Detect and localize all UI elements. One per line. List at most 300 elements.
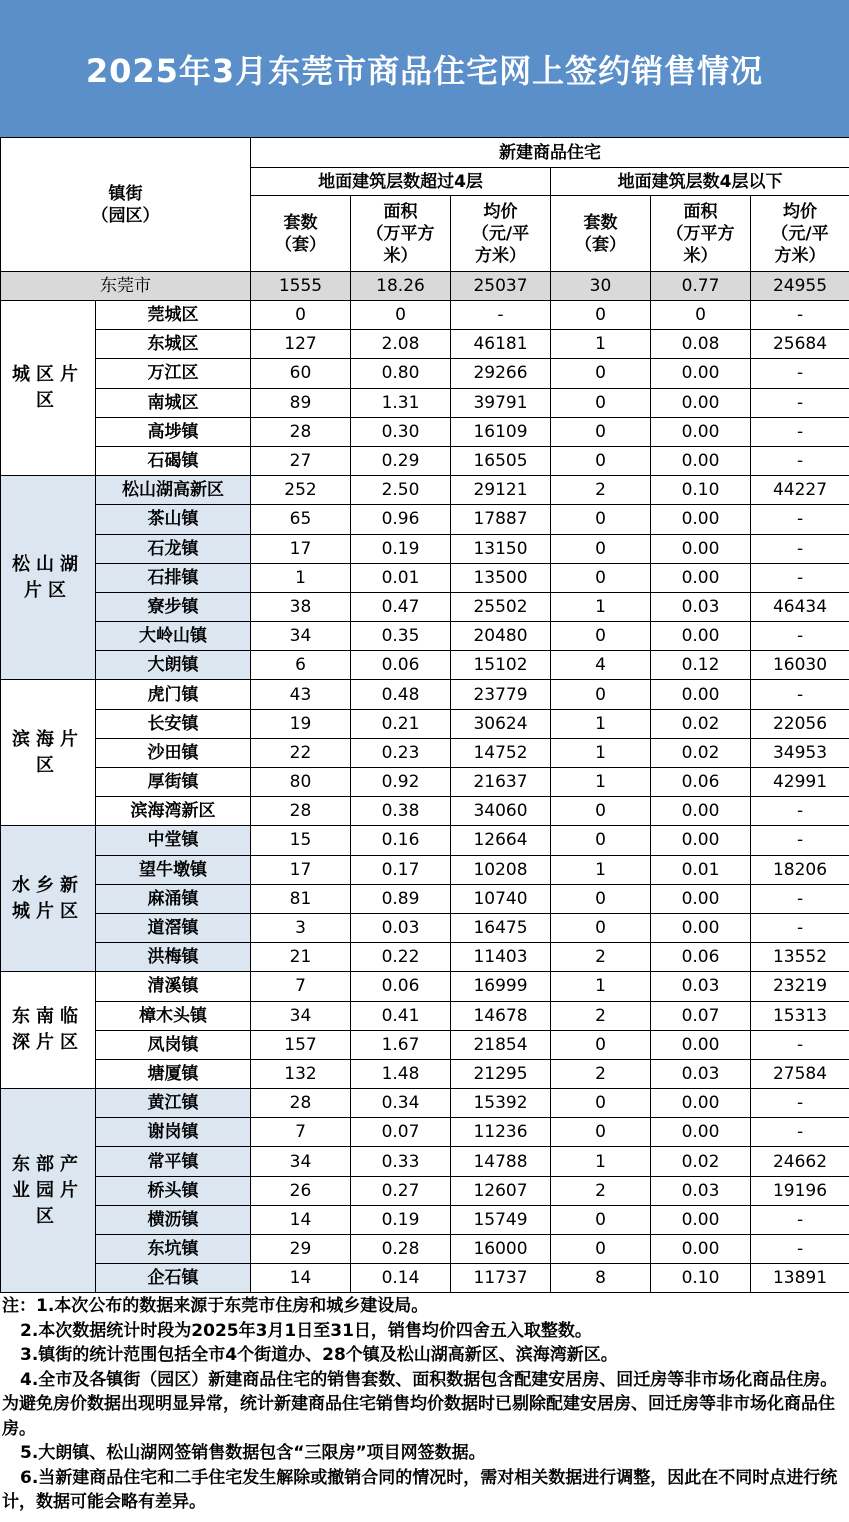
town-name: 松山湖高新区 <box>96 476 251 505</box>
value-cell: 0.00 <box>651 1118 751 1147</box>
value-cell: 0 <box>551 797 651 826</box>
value-cell: - <box>751 446 849 475</box>
value-cell: 18206 <box>751 855 849 884</box>
value-cell: 24662 <box>751 1147 849 1176</box>
town-name: 樟木头镇 <box>96 1001 251 1030</box>
value-cell: 252 <box>251 476 351 505</box>
zone-label: 松山湖片区 <box>1 476 96 680</box>
value-cell: 17 <box>251 534 351 563</box>
town-name: 东城区 <box>96 330 251 359</box>
value-cell: 0.06 <box>651 768 751 797</box>
value-cell: 21295 <box>451 1059 551 1088</box>
value-cell: 81 <box>251 884 351 913</box>
table-row <box>1 680 849 709</box>
value-cell: 0.06 <box>651 943 751 972</box>
value-cell: 2.50 <box>351 476 451 505</box>
value-cell: 11403 <box>451 943 551 972</box>
value-cell: 0.03 <box>651 972 751 1001</box>
table-row <box>1 388 849 417</box>
value-cell: 0.48 <box>351 680 451 709</box>
value-cell: 0.00 <box>651 417 751 446</box>
value-cell: 0 <box>551 563 651 592</box>
value-cell: 25684 <box>751 330 849 359</box>
note-line <box>2 1368 845 1442</box>
value-cell: 0.16 <box>351 826 451 855</box>
value-cell: - <box>751 913 849 942</box>
district-header-label: 镇街 （园区） <box>91 183 160 226</box>
town-name: 横沥镇 <box>96 1205 251 1234</box>
value-cell: 1.48 <box>351 1059 451 1088</box>
value-cell: 12607 <box>451 1176 551 1205</box>
town-name: 道滘镇 <box>96 913 251 942</box>
value-cell: 22 <box>251 738 351 767</box>
value-cell: 0 <box>551 622 651 651</box>
low-price-label: 均价 （元/平 方米） <box>771 201 829 266</box>
town-name: 东坑镇 <box>96 1235 251 1264</box>
value-cell: 13552 <box>751 943 849 972</box>
value-cell: 11737 <box>451 1264 551 1293</box>
town-name: 茶山镇 <box>96 505 251 534</box>
town-name: 厚街镇 <box>96 768 251 797</box>
value-cell: 0 <box>551 913 651 942</box>
value-cell: 15313 <box>751 1001 849 1030</box>
value-cell: 0.00 <box>651 1030 751 1059</box>
value-cell: 0 <box>651 301 751 330</box>
value-cell: 15392 <box>451 1089 551 1118</box>
value-cell: 15749 <box>451 1205 551 1234</box>
total-cell: 24955 <box>751 272 849 301</box>
table-row <box>1 826 849 855</box>
value-cell: 1 <box>551 768 651 797</box>
value-cell: 10740 <box>451 884 551 913</box>
low-count-label: 套数 （套） <box>575 212 626 255</box>
value-cell: - <box>751 417 849 446</box>
value-cell: 15 <box>251 826 351 855</box>
value-cell: 2 <box>551 476 651 505</box>
high-area-label: 面积 （万平方 米） <box>366 201 435 266</box>
value-cell: 20480 <box>451 622 551 651</box>
value-cell: 0 <box>551 1235 651 1264</box>
value-cell: 0.00 <box>651 1235 751 1264</box>
town-name: 莞城区 <box>96 301 251 330</box>
value-cell: 16475 <box>451 913 551 942</box>
value-cell: 16999 <box>451 972 551 1001</box>
value-cell: 0.08 <box>651 330 751 359</box>
table-row <box>1 855 849 884</box>
value-cell: - <box>751 1089 849 1118</box>
town-name: 高埗镇 <box>96 417 251 446</box>
value-cell: 0.28 <box>351 1235 451 1264</box>
value-cell: - <box>751 1235 849 1264</box>
value-cell: 0.89 <box>351 884 451 913</box>
value-cell: 157 <box>251 1030 351 1059</box>
value-cell: 4 <box>551 651 651 680</box>
value-cell: 0.38 <box>351 797 451 826</box>
value-cell: 25502 <box>451 592 551 621</box>
value-cell: 0 <box>551 301 651 330</box>
total-cell: 0.77 <box>651 272 751 301</box>
value-cell: 0.03 <box>651 1176 751 1205</box>
value-cell: 34953 <box>751 738 849 767</box>
table-row <box>1 1118 849 1147</box>
value-cell: - <box>751 622 849 651</box>
value-cell: 0 <box>551 417 651 446</box>
zone-label: 城区片区 <box>1 301 96 476</box>
value-cell: 16505 <box>451 446 551 475</box>
town-name: 长安镇 <box>96 709 251 738</box>
value-cell: 7 <box>251 1118 351 1147</box>
value-cell: 29266 <box>451 359 551 388</box>
value-cell: 0.00 <box>651 505 751 534</box>
town-name: 石龙镇 <box>96 534 251 563</box>
value-cell: 80 <box>251 768 351 797</box>
value-cell: 0.41 <box>351 1001 451 1030</box>
town-name: 滨海湾新区 <box>96 797 251 826</box>
zone-label: 东南临深片区 <box>1 972 96 1089</box>
value-cell: 29121 <box>451 476 551 505</box>
note-line: 2.本次数据统计时段为2025年3月1日至31日，销售均价四舍五入取整数。 <box>20 1320 592 1341</box>
total-cell: 1555 <box>251 272 351 301</box>
table-row <box>1 330 849 359</box>
value-cell: 89 <box>251 388 351 417</box>
table-row <box>1 1089 849 1118</box>
total-cell: 18.26 <box>351 272 451 301</box>
value-cell: 0.80 <box>351 359 451 388</box>
value-cell: 13150 <box>451 534 551 563</box>
value-cell: 6 <box>251 651 351 680</box>
table-row <box>1 1264 849 1293</box>
table-row <box>1 1205 849 1234</box>
table-row <box>1 622 849 651</box>
value-cell: 0.00 <box>651 359 751 388</box>
value-cell: 0.23 <box>351 738 451 767</box>
value-cell: 21 <box>251 943 351 972</box>
value-cell: 0.00 <box>651 826 751 855</box>
value-cell: 1 <box>551 592 651 621</box>
value-cell: - <box>751 301 849 330</box>
value-cell: 43 <box>251 680 351 709</box>
value-cell: 0.35 <box>351 622 451 651</box>
low-count-header <box>551 196 651 272</box>
value-cell: 0.12 <box>651 651 751 680</box>
value-cell: 2 <box>551 943 651 972</box>
value-cell: 1 <box>251 563 351 592</box>
value-cell: 0 <box>551 534 651 563</box>
value-cell: 46181 <box>451 330 551 359</box>
high-rise-header: 地面建筑层数超过4层 <box>251 168 551 196</box>
town-name: 塘厦镇 <box>96 1059 251 1088</box>
value-cell: 34 <box>251 1001 351 1030</box>
sales-table <box>0 137 849 1293</box>
high-price-label: 均价 （元/平 方米） <box>471 201 530 266</box>
value-cell: 0 <box>551 1030 651 1059</box>
value-cell: 12664 <box>451 826 551 855</box>
low-rise-header: 地面建筑层数4层以下 <box>551 168 849 196</box>
value-cell: 0.03 <box>651 1059 751 1088</box>
value-cell: 2 <box>551 1059 651 1088</box>
table-row <box>1 1030 849 1059</box>
town-name: 望牛墩镇 <box>96 855 251 884</box>
total-cell: 25037 <box>451 272 551 301</box>
value-cell: - <box>751 797 849 826</box>
zone-label: 水乡新城片区 <box>1 826 96 972</box>
value-cell: 132 <box>251 1059 351 1088</box>
value-cell: 7 <box>251 972 351 1001</box>
value-cell: 23219 <box>751 972 849 1001</box>
value-cell: - <box>751 1205 849 1234</box>
table-row <box>1 446 849 475</box>
town-name: 万江区 <box>96 359 251 388</box>
note-text: 4.全市及各镇街（园区）新建商品住宅的销售套数、面积数据包含配建安居房、回迁房等非市场化商品住房。为避免房价数据出现明显异常，统计新建商品住宅销售均价数据时已剔除配建安居房、回迁房等非市场化商品住房。 <box>2 1369 838 1439</box>
value-cell: 0 <box>551 826 651 855</box>
table-row <box>1 1001 849 1030</box>
value-cell: 0.00 <box>651 534 751 563</box>
note-line: 注：1.本次公布的数据来源于东莞市住房和城乡建设局。 <box>2 1296 429 1316</box>
value-cell: 0.92 <box>351 768 451 797</box>
page-title: 2025年3月东莞市商品住宅网上签约销售情况 <box>85 52 764 90</box>
value-cell: 0 <box>351 301 451 330</box>
value-cell: 0.30 <box>351 417 451 446</box>
value-cell: 0.07 <box>351 1118 451 1147</box>
value-cell: 0.00 <box>651 622 751 651</box>
value-cell: 14752 <box>451 738 551 767</box>
town-name: 麻涌镇 <box>96 884 251 913</box>
note-line: 5.大朗镇、松山湖网签销售数据包含“三限房”项目网签数据。 <box>20 1443 486 1463</box>
zone-label: 滨海片区 <box>1 680 96 826</box>
notes <box>0 1294 849 1515</box>
value-cell: 0.01 <box>351 563 451 592</box>
town-name: 桥头镇 <box>96 1176 251 1205</box>
value-cell: 0.10 <box>651 476 751 505</box>
town-name: 谢岗镇 <box>96 1118 251 1147</box>
town-name: 石碣镇 <box>96 446 251 475</box>
table-row <box>1 738 849 767</box>
value-cell: 34060 <box>451 797 551 826</box>
town-name: 寮步镇 <box>96 592 251 621</box>
value-cell: 46434 <box>751 592 849 621</box>
value-cell: 28 <box>251 797 351 826</box>
value-cell: 0 <box>551 1118 651 1147</box>
value-cell: 0.00 <box>651 913 751 942</box>
town-name: 沙田镇 <box>96 738 251 767</box>
value-cell: 17 <box>251 855 351 884</box>
town-name: 清溪镇 <box>96 972 251 1001</box>
town-name: 凤岗镇 <box>96 1030 251 1059</box>
town-name: 南城区 <box>96 388 251 417</box>
value-cell: 8 <box>551 1264 651 1293</box>
value-cell: - <box>751 680 849 709</box>
total-name: 东莞市 <box>1 272 251 301</box>
table-body <box>1 272 849 1293</box>
table-row <box>1 768 849 797</box>
value-cell: 0.29 <box>351 446 451 475</box>
value-cell: 0.22 <box>351 943 451 972</box>
value-cell: - <box>751 1118 849 1147</box>
value-cell: 0.47 <box>351 592 451 621</box>
value-cell: 14 <box>251 1205 351 1234</box>
value-cell: 16030 <box>751 651 849 680</box>
value-cell: 0.02 <box>651 709 751 738</box>
value-cell: 0 <box>551 884 651 913</box>
value-cell: 0.01 <box>651 855 751 884</box>
high-area-header <box>351 196 451 272</box>
town-name: 虎门镇 <box>96 680 251 709</box>
value-cell: 42991 <box>751 768 849 797</box>
low-area-label: 面积 （万平方 米） <box>666 201 735 266</box>
value-cell: 14678 <box>451 1001 551 1030</box>
town-name: 中堂镇 <box>96 826 251 855</box>
value-cell: 14 <box>251 1264 351 1293</box>
value-cell: 1 <box>551 855 651 884</box>
table-row <box>1 563 849 592</box>
value-cell: 22056 <box>751 709 849 738</box>
value-cell: 0.00 <box>651 797 751 826</box>
value-cell: 0.00 <box>651 1205 751 1234</box>
value-cell: 1.67 <box>351 1030 451 1059</box>
value-cell: 16000 <box>451 1235 551 1264</box>
value-cell: 14788 <box>451 1147 551 1176</box>
zone-label: 东部产业园片区 <box>1 1089 96 1293</box>
town-name: 大岭山镇 <box>96 622 251 651</box>
table-row <box>1 417 849 446</box>
value-cell: 3 <box>251 913 351 942</box>
value-cell: 1 <box>551 738 651 767</box>
low-price-header <box>751 196 849 272</box>
value-cell: 0.21 <box>351 709 451 738</box>
value-cell: 11236 <box>451 1118 551 1147</box>
total-cell: 30 <box>551 272 651 301</box>
table-row <box>1 913 849 942</box>
value-cell: - <box>751 534 849 563</box>
town-name: 常平镇 <box>96 1147 251 1176</box>
value-cell: 13500 <box>451 563 551 592</box>
value-cell: 0.10 <box>651 1264 751 1293</box>
value-cell: 2 <box>551 1176 651 1205</box>
value-cell: 44227 <box>751 476 849 505</box>
value-cell: - <box>751 1030 849 1059</box>
value-cell: 0 <box>551 359 651 388</box>
value-cell: 39791 <box>451 388 551 417</box>
value-cell: 0.14 <box>351 1264 451 1293</box>
value-cell: 0.06 <box>351 651 451 680</box>
value-cell: 23779 <box>451 680 551 709</box>
table-row <box>1 1235 849 1264</box>
value-cell: 30624 <box>451 709 551 738</box>
town-name: 企石镇 <box>96 1264 251 1293</box>
value-cell: 65 <box>251 505 351 534</box>
value-cell: 10208 <box>451 855 551 884</box>
value-cell: 34 <box>251 622 351 651</box>
high-count-label: 套数 （套） <box>275 212 326 255</box>
value-cell: 27584 <box>751 1059 849 1088</box>
value-cell: 19196 <box>751 1176 849 1205</box>
value-cell: - <box>751 388 849 417</box>
table-row <box>1 651 849 680</box>
value-cell: 38 <box>251 592 351 621</box>
value-cell: 28 <box>251 1089 351 1118</box>
value-cell: 0.00 <box>651 388 751 417</box>
value-cell: 0.34 <box>351 1089 451 1118</box>
value-cell: 27 <box>251 446 351 475</box>
value-cell: 0.96 <box>351 505 451 534</box>
note-line <box>2 1466 845 1515</box>
table-row <box>1 797 849 826</box>
value-cell: 0.03 <box>351 913 451 942</box>
new-housing-header: 新建商品住宅 <box>251 138 849 168</box>
value-cell: - <box>451 301 551 330</box>
value-cell: 0 <box>251 301 351 330</box>
value-cell: 0 <box>551 1089 651 1118</box>
high-price-header <box>451 196 551 272</box>
value-cell: 0.07 <box>651 1001 751 1030</box>
value-cell: 17887 <box>451 505 551 534</box>
table-row <box>1 1059 849 1088</box>
title-banner <box>0 0 849 137</box>
value-cell: 21637 <box>451 768 551 797</box>
table-row <box>1 505 849 534</box>
table-row <box>1 1176 849 1205</box>
table-row <box>1 534 849 563</box>
value-cell: 0 <box>551 680 651 709</box>
value-cell: 0.00 <box>651 680 751 709</box>
value-cell: 0.02 <box>651 1147 751 1176</box>
value-cell: 16109 <box>451 417 551 446</box>
table-row <box>1 1147 849 1176</box>
value-cell: 0.03 <box>651 592 751 621</box>
value-cell: 0 <box>551 446 651 475</box>
table-row <box>1 301 849 330</box>
district-header <box>1 138 251 272</box>
value-cell: 0.27 <box>351 1176 451 1205</box>
value-cell: - <box>751 359 849 388</box>
value-cell: 0 <box>551 1205 651 1234</box>
table-row <box>1 972 849 1001</box>
value-cell: 34 <box>251 1147 351 1176</box>
value-cell: 0 <box>551 505 651 534</box>
table-row <box>1 476 849 505</box>
value-cell: - <box>751 826 849 855</box>
value-cell: - <box>751 884 849 913</box>
value-cell: 1 <box>551 330 651 359</box>
note-text: 6.当新建商品住宅和二手住宅发生解除或撤销合同的情况时，需对相关数据进行调整，因此在不同时点进行统计，数据可能会略有差异。 <box>2 1467 838 1512</box>
value-cell: 1 <box>551 972 651 1001</box>
value-cell: 21854 <box>451 1030 551 1059</box>
value-cell: 0.17 <box>351 855 451 884</box>
value-cell: 0.06 <box>351 972 451 1001</box>
value-cell: 1.31 <box>351 388 451 417</box>
value-cell: 2.08 <box>351 330 451 359</box>
total-row <box>1 272 849 301</box>
value-cell: 127 <box>251 330 351 359</box>
value-cell: 60 <box>251 359 351 388</box>
table-row <box>1 592 849 621</box>
value-cell: 1 <box>551 1147 651 1176</box>
value-cell: - <box>751 505 849 534</box>
value-cell: - <box>751 563 849 592</box>
town-name: 大朗镇 <box>96 651 251 680</box>
value-cell: 0 <box>551 388 651 417</box>
value-cell: 26 <box>251 1176 351 1205</box>
high-count-header <box>251 196 351 272</box>
value-cell: 2 <box>551 1001 651 1030</box>
value-cell: 0.00 <box>651 563 751 592</box>
table-row <box>1 709 849 738</box>
value-cell: 15102 <box>451 651 551 680</box>
town-name: 黄江镇 <box>96 1089 251 1118</box>
note-line: 3.镇街的统计范围包括全市4个街道办、28个镇及松山湖高新区、滨海湾新区。 <box>20 1345 618 1365</box>
value-cell: 0.00 <box>651 884 751 913</box>
table-row <box>1 884 849 913</box>
